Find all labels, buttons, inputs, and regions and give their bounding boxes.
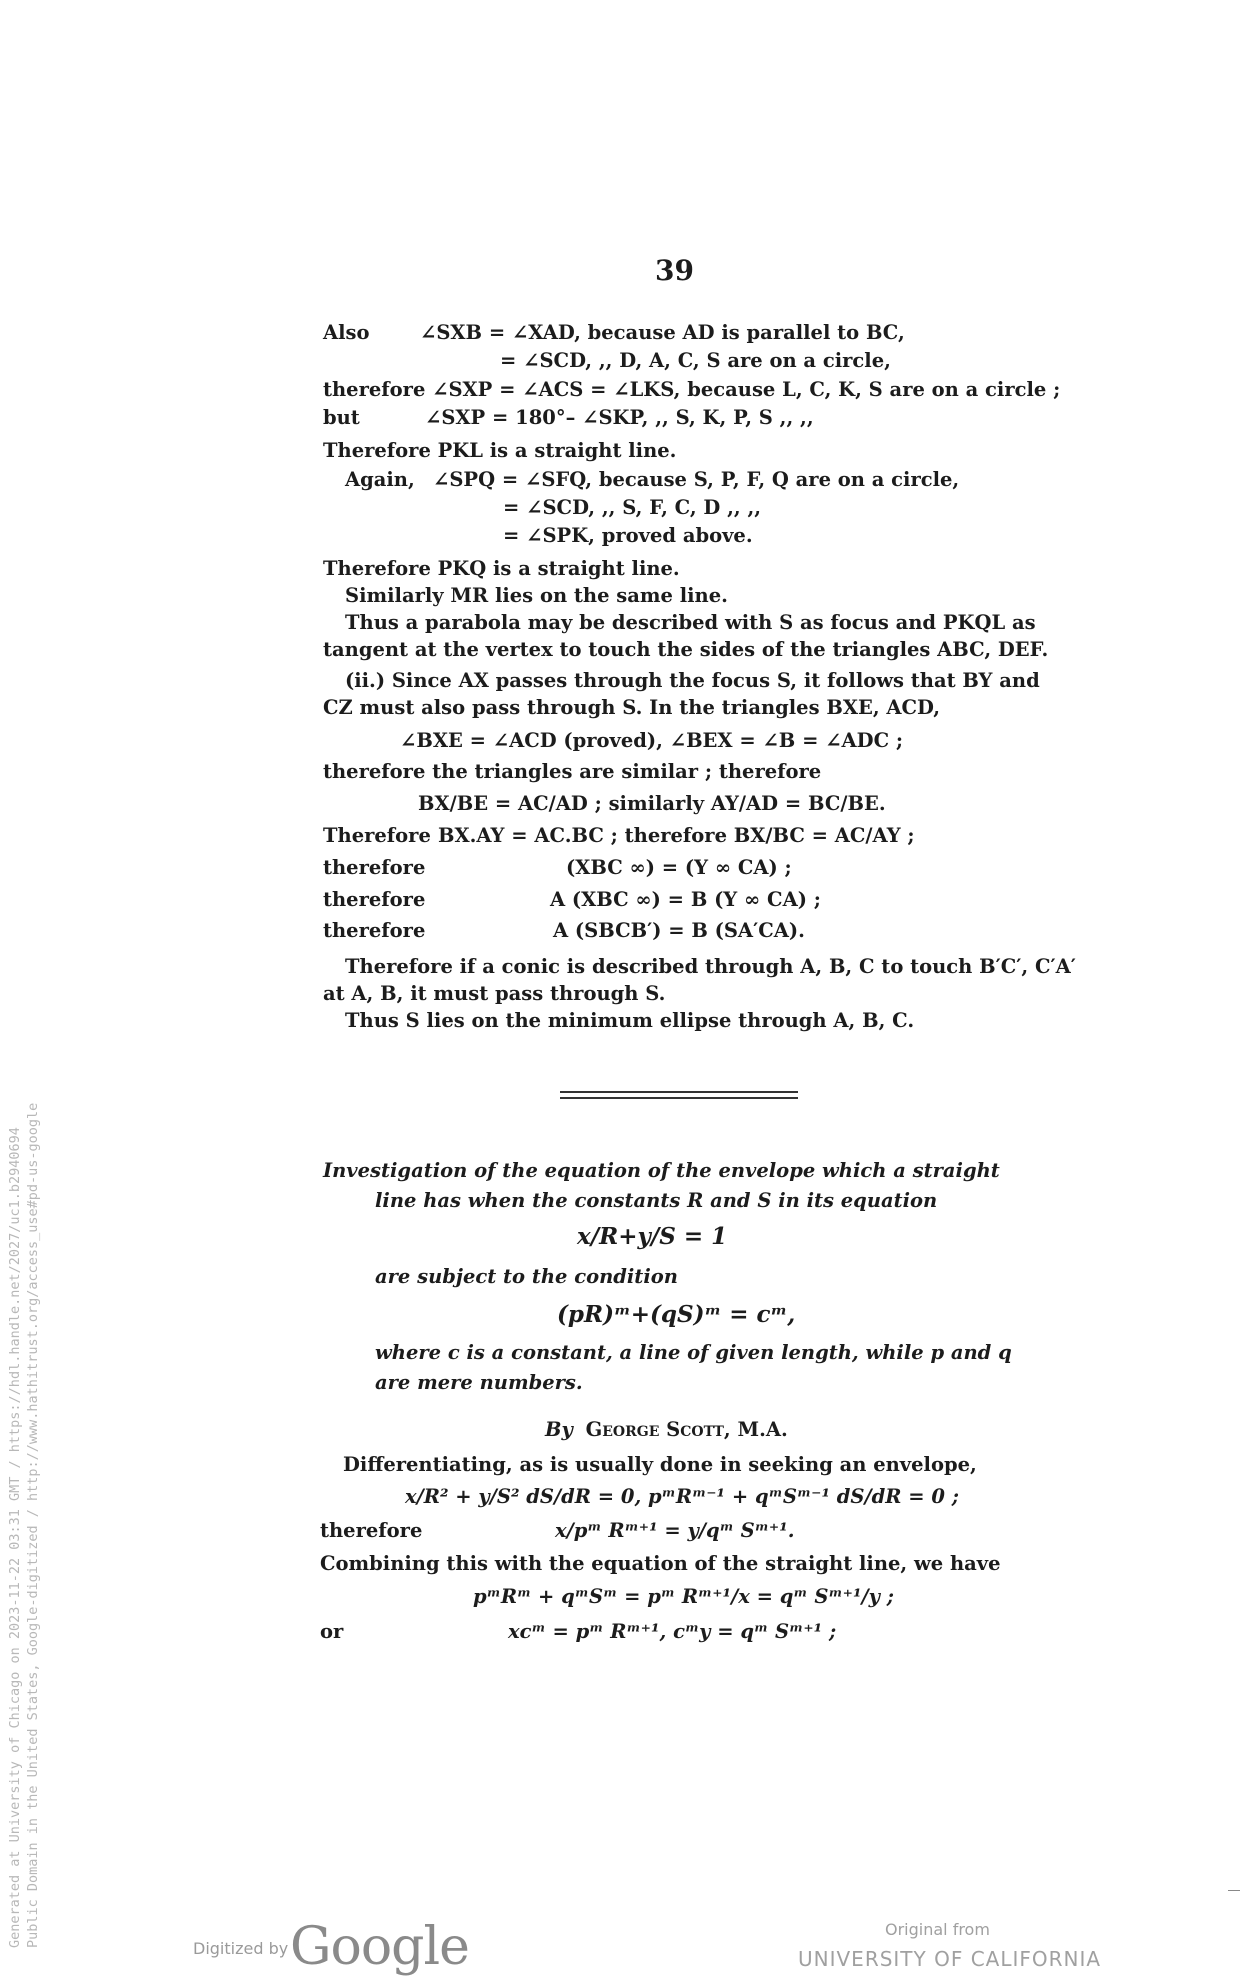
article-title-line: are mere numbers. xyxy=(375,1371,583,1394)
article-title-line: Investigation of the equation of the envelope which a straight xyxy=(323,1159,1000,1182)
equation: (pR)ᵐ+(qS)ᵐ = cᵐ, xyxy=(557,1301,796,1328)
text-line: therefore ∠SXP = ∠ACS = ∠LKS, because L, C, K, S are on a circle ; xyxy=(323,378,1061,401)
equation: xcᵐ = pᵐ Rᵐ⁺¹, cᵐy = qᵐ Sᵐ⁺¹ ; xyxy=(508,1620,837,1643)
page-number: 39 xyxy=(655,254,694,287)
text-line: therefore xyxy=(323,888,426,911)
equation: pᵐRᵐ + qᵐSᵐ = pᵐ Rᵐ⁺¹/x = qᵐ Sᵐ⁺¹/y ; xyxy=(473,1585,894,1608)
text-line: = ∠SCD, ,, S, F, C, D ,, ,, xyxy=(503,496,762,519)
text-line: Thus S lies on the minimum ellipse through A, B, C. xyxy=(345,1009,915,1032)
text-line: therefore xyxy=(320,1519,423,1542)
article-title-line: where c is a constant, a line of given length, while p and q xyxy=(375,1341,1012,1364)
google-logo: Google xyxy=(290,1917,469,1977)
text-line: ∠SXB = ∠XAD, because AD is parallel to BC, xyxy=(420,321,905,344)
text-line: but xyxy=(323,406,360,429)
text-line: (XBC ∞) = (Y ∞ CA) ; xyxy=(566,856,792,879)
text-line: Therefore PKL is a straight line. xyxy=(323,439,677,462)
text-line: Therefore xyxy=(323,824,431,847)
margin-mark xyxy=(1228,1890,1240,1891)
byline-by: By xyxy=(545,1418,573,1441)
text-line: = ∠SCD, ,, D, A, C, S are on a circle, xyxy=(500,349,891,372)
text-line: BX/BE = AC/AD ; similarly AY/AD = BC/BE. xyxy=(418,792,886,815)
text-line: ∠SXP = 180°– ∠SKP, ,, S, K, P, S ,, ,, xyxy=(425,406,814,429)
digitized-by-label: Digitized by xyxy=(193,1939,289,1958)
text-line: Again, xyxy=(345,468,415,491)
text-line: BX.AY = AC.BC ; therefore BX/BC = AC/AY ; xyxy=(438,824,915,847)
text-line: therefore xyxy=(323,856,426,879)
text-line: Also xyxy=(323,321,370,344)
text-line: tangent at the vertex to touch the sides of the triangles ABC, DEF. xyxy=(323,638,1049,661)
text-line: CZ must also pass through S. In the triangles BXE, ACD, xyxy=(323,696,941,719)
text-line: Thus a parabola may be described with S as focus and PKQL as xyxy=(345,611,1036,634)
text-line: Combining this with the equation of the straight line, we have xyxy=(320,1552,1001,1575)
text-line: Therefore PKQ is a straight line. xyxy=(323,557,680,580)
text-line: ∠SPQ = ∠SFQ, because S, P, F, Q are on a circle, xyxy=(433,468,960,491)
watermark-line: Generated at University of Chicago on 2023-11-22 03:31 GMT / https://hdl.handle.net/2027/uc1.b2940694 xyxy=(7,1127,23,1948)
text-line: = ∠SPK, proved above. xyxy=(503,524,753,547)
text-line: ∠BXE = ∠ACD (proved), ∠BEX = ∠B = ∠ADC ; xyxy=(400,729,904,752)
text-line: therefore the triangles are similar ; therefore xyxy=(323,760,822,783)
byline xyxy=(545,1417,788,1443)
equation: x/R+y/S = 1 xyxy=(577,1223,728,1250)
text-line: Therefore if a conic is described through A, B, C to touch B′C′, C′A′ xyxy=(345,955,1076,978)
article-title-line: line has when the constants R and S in its equation xyxy=(375,1189,938,1212)
text-line: at A, B, it must pass through S. xyxy=(323,982,666,1005)
equation: x/R² + y/S² dS/dR = 0, pᵐRᵐ⁻¹ + qᵐSᵐ⁻¹ dS/dR = 0 ; xyxy=(405,1485,959,1508)
text-line: (ii.) Since AX passes through the focus S, it follows that BY and xyxy=(345,669,1040,692)
text-line: A (XBC ∞) = B (Y ∞ CA) ; xyxy=(550,888,821,911)
article-title-line: are subject to the condition xyxy=(375,1265,678,1288)
text-line: or xyxy=(320,1620,344,1643)
equation: x/pᵐ Rᵐ⁺¹ = y/qᵐ Sᵐ⁺¹. xyxy=(555,1519,795,1542)
university-label: UNIVERSITY OF CALIFORNIA xyxy=(798,1947,1102,1971)
section-divider-top xyxy=(560,1091,798,1093)
watermark-line: Public Domain in the United States, Google-digitized / http://www.hathitrust.org/access_use#pd-us-google xyxy=(25,1102,41,1948)
text-line: Similarly MR lies on the same line. xyxy=(345,584,728,607)
byline-author: George Scott, M.A. xyxy=(585,1418,788,1441)
original-from-label: Original from xyxy=(885,1920,990,1939)
text-line: Differentiating, as is usually done in seeking an envelope, xyxy=(343,1453,977,1476)
section-divider-bottom xyxy=(560,1097,798,1099)
text-line: A (SBCB′) = B (SA′CA). xyxy=(553,919,805,942)
text-line: therefore xyxy=(323,919,426,942)
